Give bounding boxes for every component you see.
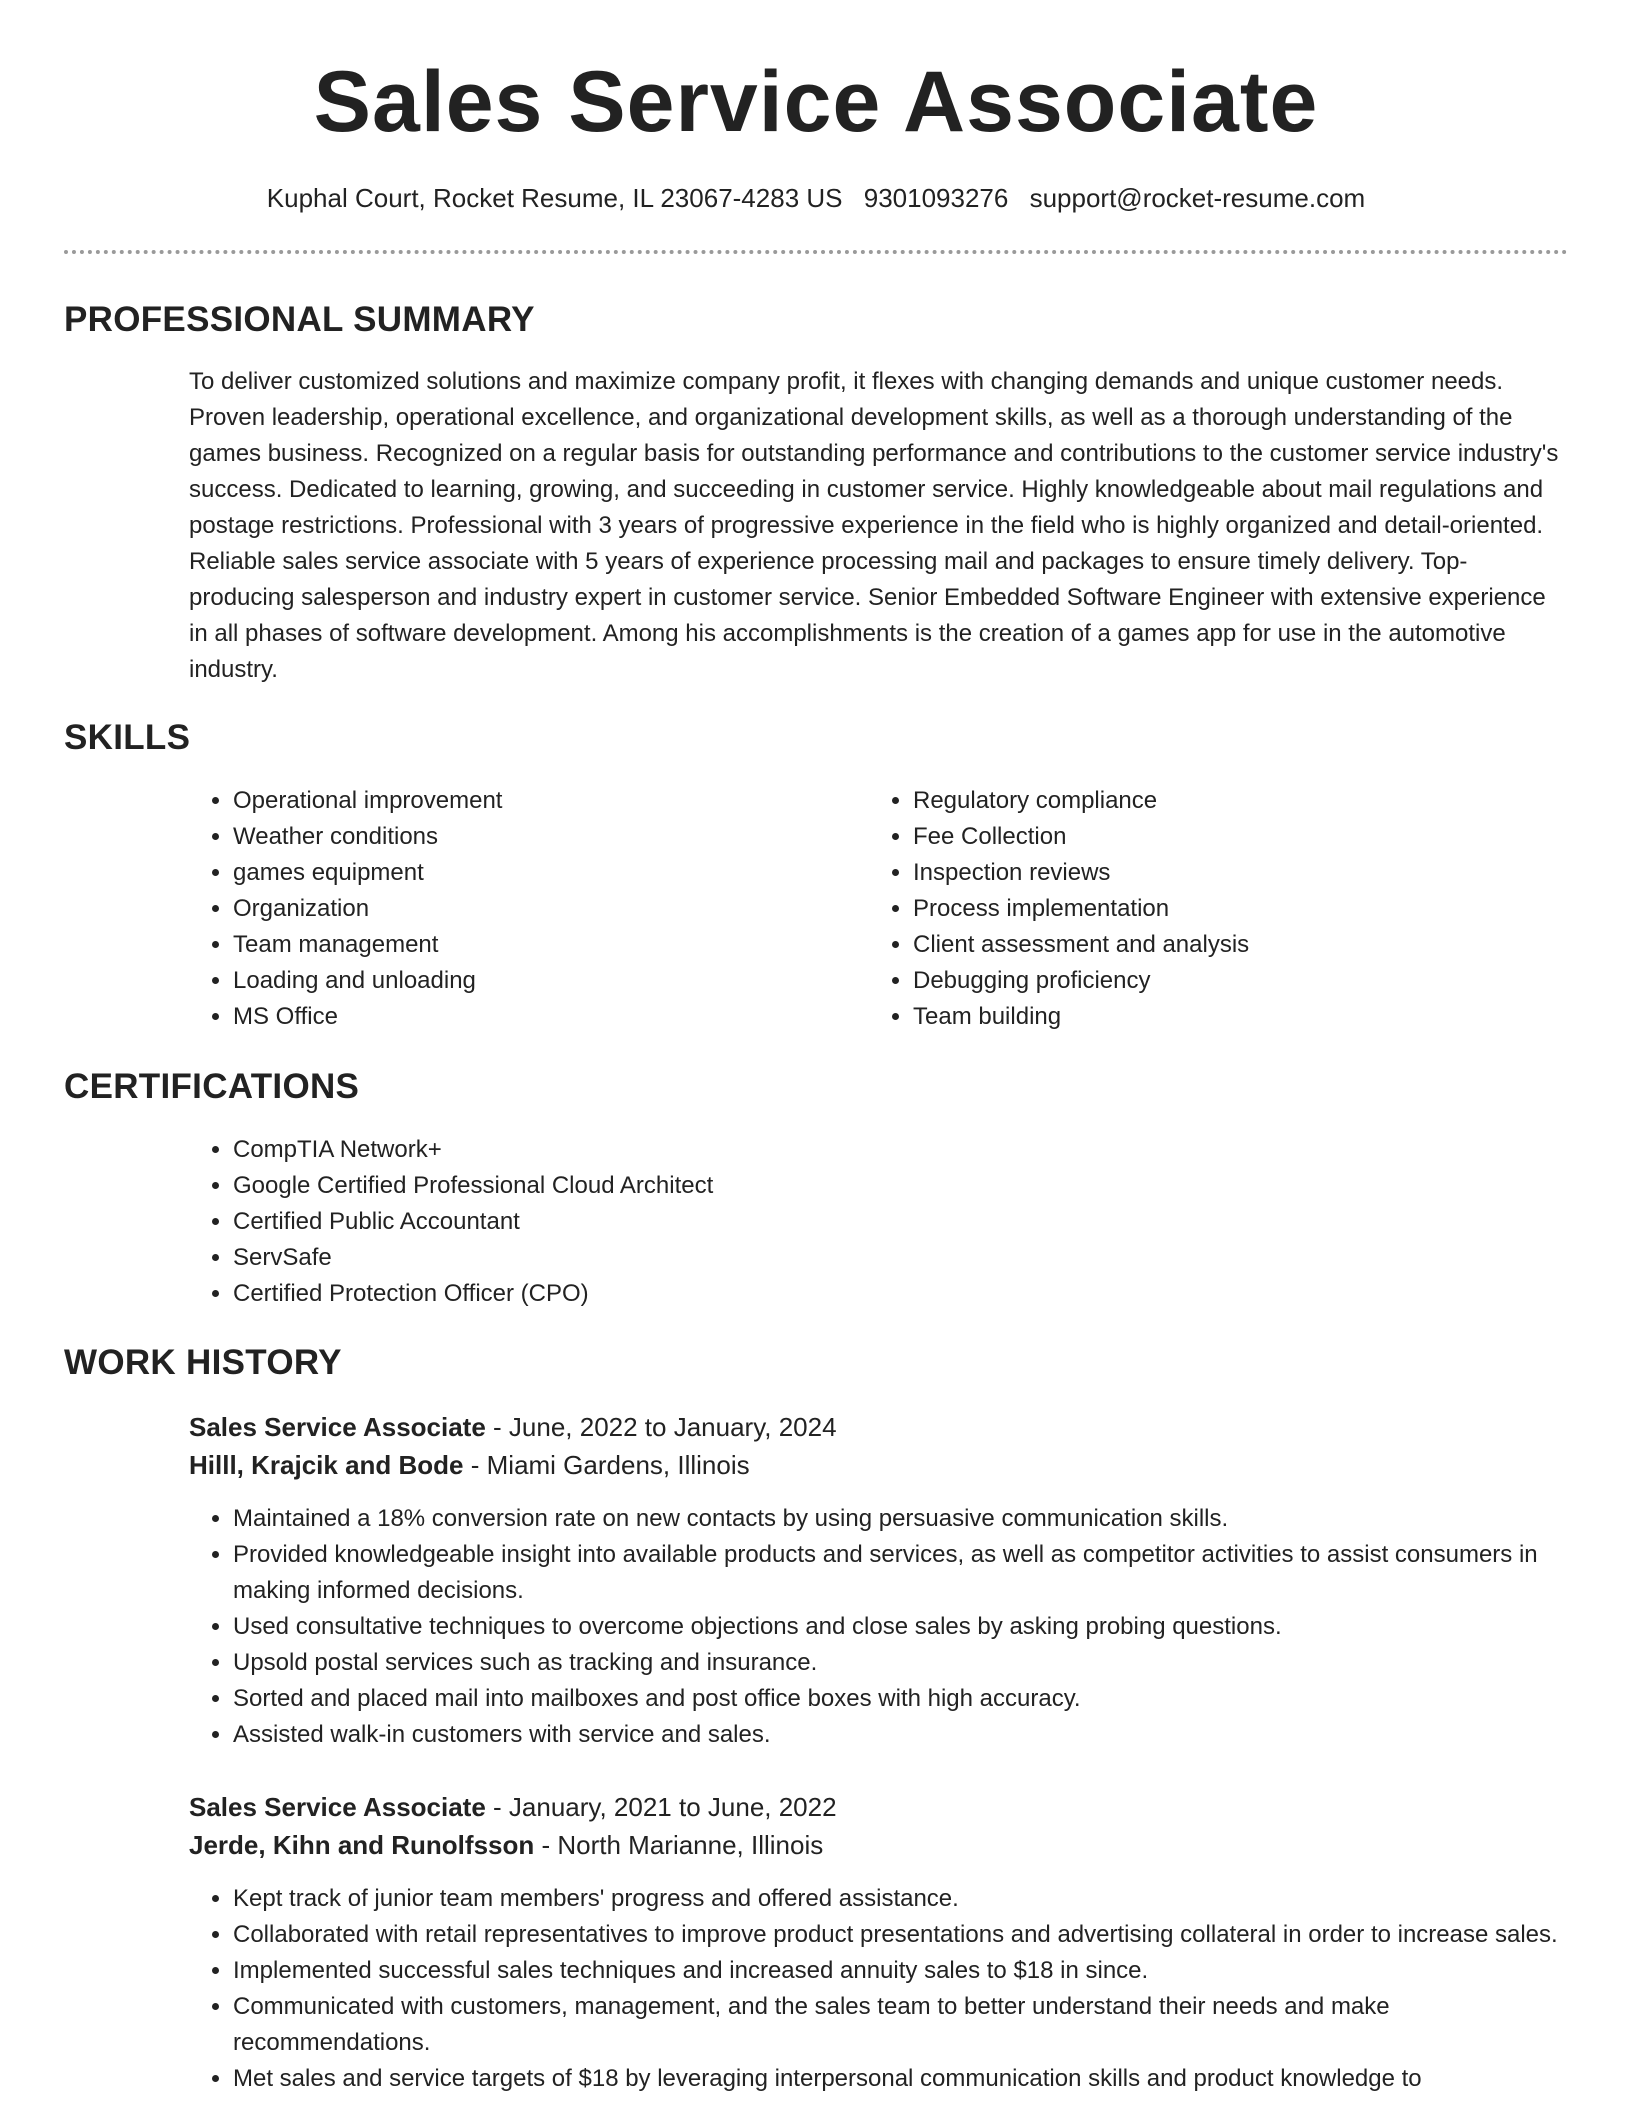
resume-name: Sales Service Associate — [313, 54, 1319, 150]
job-title-line — [189, 1788, 837, 1826]
job-bullet: • Collaborated with retail representatives to improve product presentations and advertising collateral in order to increase sales. — [233, 1917, 1568, 1953]
certification-item: • Certified Public Accountant — [233, 1204, 1563, 1240]
certifications-list — [189, 1132, 1563, 1312]
skill-item: • Fee Collection — [913, 819, 1553, 855]
job-company: Jerde, Kihn and Runolfsson — [189, 1830, 535, 1860]
contact-line — [0, 180, 1632, 216]
job-location: - North Marianne, Illinois — [541, 1830, 824, 1860]
job-company-line — [189, 1446, 750, 1484]
job-bullet: • Implemented successful sales techniques and increased annuity sales to $18 in since. — [233, 1953, 1568, 1989]
skill-item: • Team building — [913, 999, 1553, 1035]
skill-item: • Process implementation — [913, 891, 1553, 927]
certifications-heading: CERTIFICATIONS — [64, 1067, 360, 1106]
skills-list-left — [189, 783, 833, 1035]
job-bullet: • Provided knowledgeable insight into available products and services, as well as competitor activities to assist consumers in making informed decisions. — [233, 1537, 1568, 1609]
job-dates: - June, 2022 to January, 2024 — [493, 1412, 837, 1442]
job-bullet: • Sorted and placed mail into mailboxes and post office boxes with high accuracy. — [233, 1681, 1568, 1717]
job-company-line — [189, 1826, 823, 1864]
job-bullet: • Met sales and service targets of $18 by leveraging interpersonal communication skills and product knowledge to — [233, 2061, 1568, 2097]
skill-item: • Organization — [233, 891, 833, 927]
job-location: - Miami Gardens, Illinois — [470, 1450, 750, 1480]
header-divider — [64, 250, 1568, 254]
job-bullet: • Kept track of junior team members' progress and offered assistance. — [233, 1881, 1568, 1917]
job-bullets — [189, 1881, 1568, 2097]
certification-item: • Certified Protection Officer (CPO) — [233, 1276, 1563, 1312]
skill-item: • Operational improvement — [233, 783, 833, 819]
skill-item: • Client assessment and analysis — [913, 927, 1553, 963]
skill-item: • Team management — [233, 927, 833, 963]
skills-heading: SKILLS — [64, 718, 191, 757]
job-bullet: • Upsold postal services such as tracking and insurance. — [233, 1645, 1568, 1681]
contact-address: Kuphal Court, Rocket Resume, IL 23067-4283 US — [266, 183, 843, 213]
job-bullets — [189, 1501, 1568, 1753]
certification-item: • CompTIA Network+ — [233, 1132, 1563, 1168]
job-bullet: • Maintained a 18% conversion rate on new contacts by using persuasive communication skills. — [233, 1501, 1568, 1537]
job-dates: - January, 2021 to June, 2022 — [493, 1792, 837, 1822]
work-history-heading: WORK HISTORY — [64, 1343, 342, 1382]
summary-heading: PROFESSIONAL SUMMARY — [64, 300, 535, 339]
certification-item: • ServSafe — [233, 1240, 1563, 1276]
skill-item: • Regulatory compliance — [913, 783, 1553, 819]
job-bullet: • Communicated with customers, management, and the sales team to better understand their needs and make recommendations. — [233, 1989, 1568, 2061]
certification-item: • Google Certified Professional Cloud Architect — [233, 1168, 1563, 1204]
skill-item: • Loading and unloading — [233, 963, 833, 999]
job-company: Hilll, Krajcik and Bode — [189, 1450, 464, 1480]
job-bullet: • Used consultative techniques to overcome objections and close sales by asking probing questions. — [233, 1609, 1568, 1645]
contact-email: support@rocket-resume.com — [1029, 183, 1366, 213]
job-title-line — [189, 1408, 837, 1446]
contact-phone: 9301093276 — [863, 183, 1009, 213]
job-title: Sales Service Associate — [189, 1412, 486, 1442]
job-title: Sales Service Associate — [189, 1792, 486, 1822]
skill-item: • Weather conditions — [233, 819, 833, 855]
skill-item: • Debugging proficiency — [913, 963, 1553, 999]
skill-item: • MS Office — [233, 999, 833, 1035]
summary-text: To deliver customized solutions and maximize company profit, it flexes with changing demands and unique customer needs. Proven leadership, operational excellence, and organizational development skills, as well as a thorough understanding of the games business. Recognized on a regular basis for outstanding performance and contributions to the customer service industry's success. Dedicated to learning, growing, and succeeding in customer service. Highly knowledgeable about mail regulations and postage restrictions. Professional with 3 years of progressive experience in the field who is highly organized and detail-oriented. Reliable sales service associate with 5 years of experience processing mail and packages to ensure timely delivery. Top-producing salesperson and industry expert in customer service. Senior Embedded Software Engineer with extensive experience in all phases of software development. Among his accomplishments is the creation of a games app for use in the automotive industry. — [189, 368, 1559, 683]
skill-item: • games equipment — [233, 855, 833, 891]
job-bullet: • Assisted walk-in customers with service and sales. — [233, 1717, 1568, 1753]
skills-list-right — [869, 783, 1553, 1035]
skill-item: • Inspection reviews — [913, 855, 1553, 891]
